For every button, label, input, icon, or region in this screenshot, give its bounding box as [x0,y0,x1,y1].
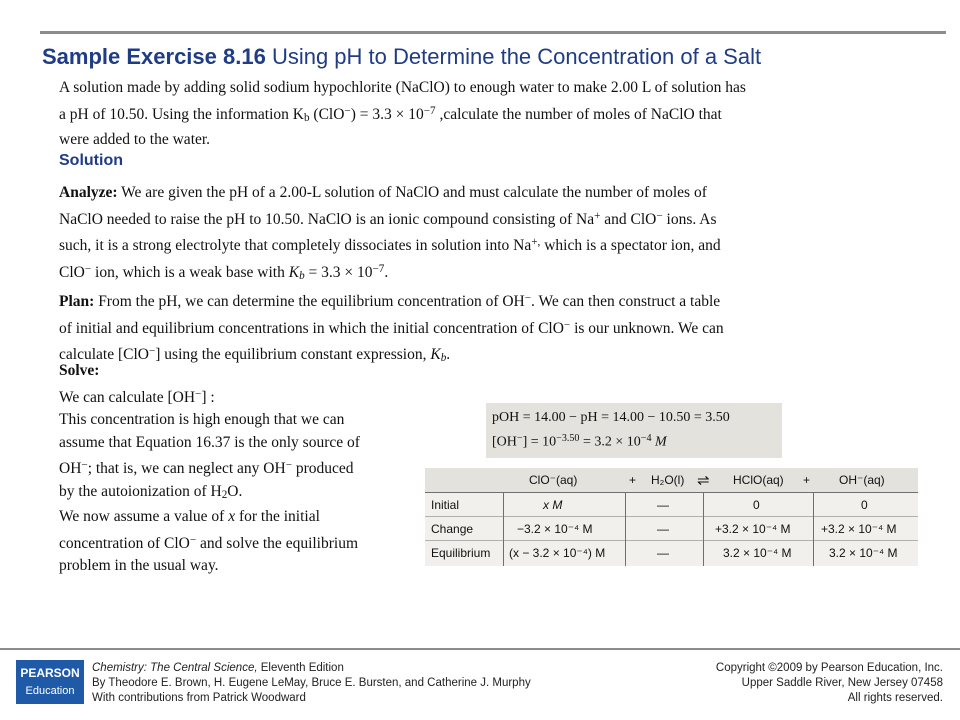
table-cell: x M [543,498,563,512]
table-divider [503,492,504,566]
table-cell: (x − 3.2 × 10⁻⁴) M [509,546,606,560]
pearson-logo: PEARSON Education [16,660,84,704]
analyze-line-4: ClO− ion, which is a weak base with $K_b = 3.3 \times 10^{-7}$. [59,262,389,282]
table-divider [703,492,704,566]
rights-line: All rights reserved. [847,692,943,704]
header-product-2: OH⁻(aq) [839,473,885,487]
equilibrium-arrow-icon: ⇌ [697,472,710,489]
problem-line-3: were added to the water. [59,131,211,149]
footer-rule [0,648,960,650]
plan-line-3: calculate [ClO−] using the equilibrium constant expression, $K_b$. [59,345,451,365]
solve-label: Solve: [59,362,100,379]
table-cell: 3.2 × 10⁻⁴ M [723,546,792,560]
poh-equation: pOH = 14.00 − pH = 14.00 − 10.50 = 3.50 [492,410,730,425]
header-water: H₂O(l) [651,473,685,487]
header-reactant: ClO⁻(aq) [529,473,578,487]
book-title-line: Chemistry: The Central Science, Eleventh Edition [92,662,344,674]
solve-block [59,360,360,578]
solve-line-7: concentration of ClO− and solve the equilibrium [59,533,359,552]
table-cell: — [657,498,669,512]
table-divider [425,540,918,541]
table-cell: 3.2 × 10⁻⁴ M [829,546,898,560]
problem-line-2: a pH of 10.50. Using the information $K_b$ $(ClO^-) = 3.3 \times 10^{-7}$ ,calculate the number of moles of NaClO that [59,104,722,124]
row-label-equilibrium: Equilibrium [431,546,491,560]
footer-book-credits [92,661,531,706]
problem-statement [59,77,746,152]
table-cell: +3.2 × 10⁻⁴ M [715,522,791,536]
solve-line-3: assume that Equation 16.37 is the only source of [59,433,360,451]
solve-line-5: by the autoionization of $H_2O$. [59,482,243,501]
problem-line-1: A solution made by adding solid sodium hypochlorite (NaClO) to enough water to make 2.00 L of solution has [59,79,746,96]
ice-table-header [425,468,918,492]
solve-line-4: OH−; that is, we can neglect any OH− produced [59,459,354,478]
table-cell: −3.2 × 10⁻⁴ M [517,522,593,536]
oh-concentration-equation: $[OH^-] = 10^{-3.50} = 3.2 \times 10^{-4}$ M [492,433,667,450]
row-label-change: Change [431,522,474,536]
title-bold: Sample Exercise 8.16 [42,44,266,69]
poh-equation-box [486,403,782,458]
header-plus-2: + [803,473,811,487]
solution-heading: Solution [59,152,123,169]
copyright-line: Copyright ©2009 by Pearson Education, Inc. [715,662,943,674]
table-cell: +3.2 × 10⁻⁴ M [821,522,897,536]
title-rest: Using pH to Determine the Concentration of a Salt [265,44,762,69]
analyze-line-3: such, it is a strong electrolyte that completely dissociates in solution into Na+, which is a spectator ion, and [59,236,721,255]
analyze-line-1: Analyze: We are given the pH of a 2.00-L solution of NaClO and must calculate the number of moles of [59,184,707,201]
table-cell: — [657,522,669,536]
table-divider [425,516,918,517]
table-divider [625,492,626,566]
page-title [42,44,761,70]
solve-line-8: problem in the usual way. [59,557,219,575]
row-label-initial: Initial [431,498,460,512]
address-line: Upper Saddle River, New Jersey 07458 [741,677,943,689]
plan-line-1: Plan: From the pH, we can determine the equilibrium concentration of OH−. We can then construct a table [59,292,721,311]
authors-line: By Theodore E. Brown, H. Eugene LeMay, Bruce E. Bursten, and Catherine J. Murphy [92,677,531,689]
header-plus-1: + [629,473,637,487]
ice-table [425,468,918,566]
analyze-plan-block [59,182,724,370]
table-cell: — [657,546,669,560]
table-divider [425,492,918,493]
solve-line-2: This concentration is high enough that we can [59,411,345,429]
table-cell: 0 [753,498,760,512]
table-divider [813,492,814,566]
contributions-line: With contributions from Patrick Woodward [92,692,306,704]
table-cell: 0 [861,498,868,512]
top-rule [40,31,946,34]
solve-line-1: We can calculate [OH−] : [59,387,215,406]
header-product-1: HClO(aq) [733,473,784,487]
solve-line-6: We now assume a value of x for the initial [59,508,320,526]
footer-copyright [716,661,943,706]
plan-line-2: of initial and equilibrium concentrations in which the initial concentration of ClO− is our unknown. We can [59,318,724,337]
analyze-line-2: NaClO needed to raise the pH to 10.50. NaClO is an ionic compound consisting of Na+ and ClO− ions. As [59,209,717,228]
